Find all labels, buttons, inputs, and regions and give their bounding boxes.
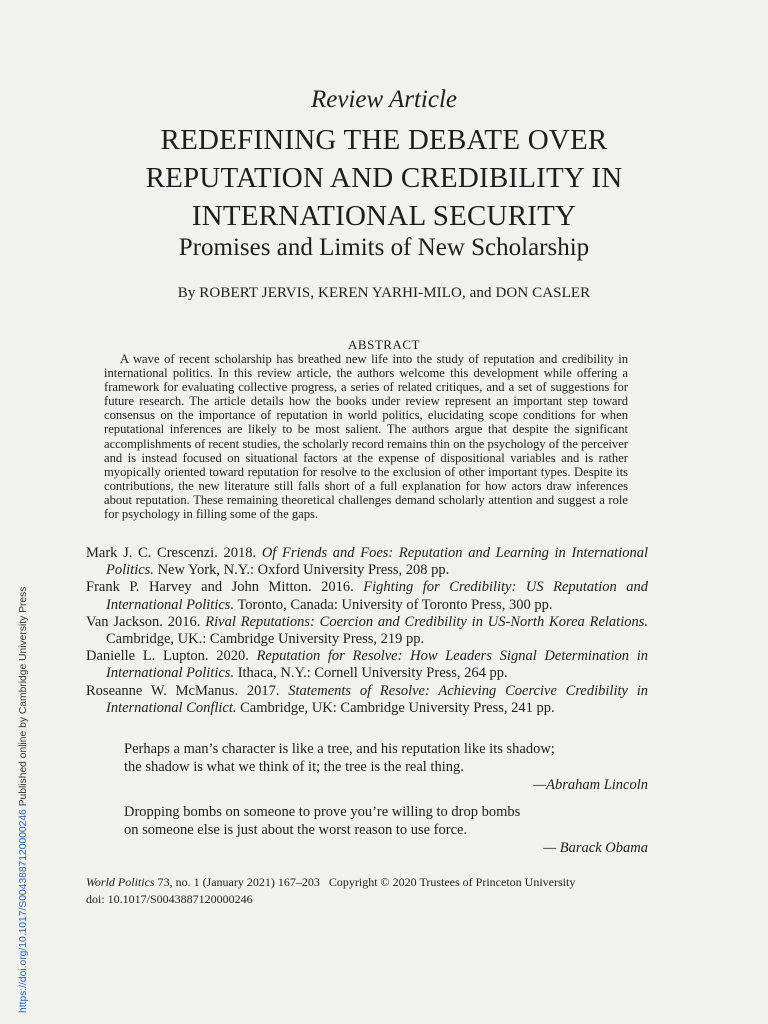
- copyright-notice: Copyright © 2020 Trustees of Princeton University: [328, 875, 576, 889]
- doi-text: doi: 10.1017/S0043887120000246: [86, 892, 253, 906]
- vertical-publication-note: [18, 587, 29, 1013]
- epigraph-line: Perhaps a man’s character is like a tree, and his reputation like its shadow;: [124, 741, 555, 757]
- journal-name: World Politics: [86, 875, 155, 889]
- ref-book-title: Fighting for Credibility: US Reputation and International Politics.: [106, 579, 648, 613]
- article-subtitle: Promises and Limits of New Scholarship: [178, 234, 590, 261]
- epigraph-obama: [124, 803, 648, 857]
- author-byline: By ROBERT JERVIS, KEREN YARHI-MILO, and DON CASLER: [177, 285, 591, 301]
- article-kicker: Review Article: [310, 86, 457, 113]
- ref-publisher: Cambridge, UK.: Cambridge University Press, 219 pp.: [106, 631, 425, 648]
- abstract-text: A wave of recent scholarship has breathed new life into the study of reputation and credibility in international politics. In this review article, the authors welcome this development while offering a framework for evaluating collective progress, a series of related critiques, and a set of suggestions for future research. The article details how the books under review represent an important step toward consensus on the importance of reputation in world politics, elucidating scope conditions for when reputational inferences are likely to be most salient. The authors argue that despite the significant accomplishments of recent studies, the scholarly record remains thin on the psychology of the perceiver and is instead focused on situational factors at the expense of dispositional variables and is rather myopically oriented toward reputation for resolve to the exclusion of other important types. Despite its contributions, the new literature still falls short of a full explanation for how actors draw inferences about reputation. These remaining theoretical challenges demand scholarly attention and suggest a role for psychology in filling some of the gaps.: [104, 352, 628, 522]
- book-reference: [86, 579, 648, 613]
- title-line: INTERNATIONAL SECURITY: [191, 200, 577, 232]
- reviewed-books-list: [86, 545, 648, 717]
- book-reference: [86, 614, 648, 648]
- ref-publisher: Cambridge, UK: Cambridge University Press, 241 pp.: [236, 699, 555, 716]
- title-line: REDEFINING THE DEBATE OVER: [160, 124, 608, 156]
- abstract-heading: ABSTRACT: [348, 337, 420, 352]
- published-online-note: Published online by Cambridge University Press: [18, 586, 29, 810]
- book-reference: [86, 648, 648, 682]
- journal-issue: 73, no. 1 (January 2021) 167–203: [154, 875, 320, 889]
- book-reference: [86, 683, 648, 717]
- ref-author-year: Roseanne W. McManus. 2017.: [86, 682, 289, 699]
- title-line: REPUTATION AND CREDIBILITY IN: [145, 162, 623, 194]
- article-title: [0, 121, 768, 235]
- ref-book-title: Rival Reputations: Coercion and Credibility in US-North Korea Relations.: [205, 613, 648, 630]
- epigraph-lincoln: [124, 740, 648, 794]
- ref-book-title: Of Friends and Foes: Reputation and Learning in International Politics.: [106, 545, 648, 579]
- epigraph-line: the shadow is what we think of it; the tree is the real thing.: [124, 759, 464, 775]
- epigraph-attribution: —Abraham Lincoln: [533, 777, 648, 793]
- ref-book-title: Reputation for Resolve: How Leaders Signal Determination in International Politics.: [106, 648, 648, 682]
- citation-footer: [86, 874, 575, 908]
- epigraph-line: Dropping bombs on someone to prove you’re willing to drop bombs: [124, 804, 521, 820]
- journal-citation: [86, 874, 575, 891]
- ref-publisher: Ithaca, N.Y.: Cornell University Press, 264 pp.: [234, 665, 508, 682]
- ref-author-year: Mark J. C. Crescenzi. 2018.: [86, 545, 262, 561]
- book-reference: [86, 545, 648, 579]
- ref-book-title: Statements of Resolve: Achieving Coercive Credibility in International Conflict.: [106, 682, 649, 716]
- ref-author-year: Frank P. Harvey and John Mitton. 2016.: [86, 579, 364, 596]
- ref-author-year: Van Jackson. 2016.: [86, 613, 206, 630]
- epigraph-attribution: — Barack Obama: [543, 840, 648, 856]
- epigraph-line: on someone else is just about the worst reason to use force.: [124, 822, 468, 838]
- ref-publisher: Toronto, Canada: University of Toronto Press, 300 pp.: [234, 596, 553, 613]
- ref-author-year: Danielle L. Lupton. 2020.: [86, 648, 257, 665]
- doi-link[interactable]: https://doi.org/10.1017/S0043887120000246: [18, 809, 29, 1013]
- ref-publisher: New York, N.Y.: Oxford University Press, 208 pp.: [153, 562, 450, 579]
